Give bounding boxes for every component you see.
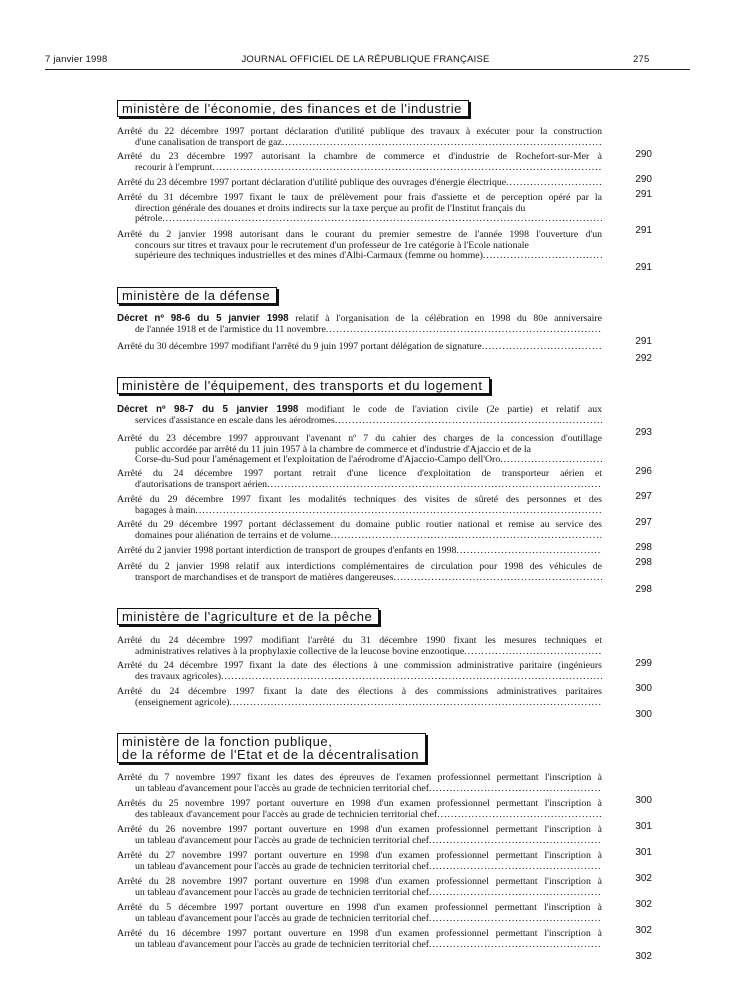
entry-text-line: un tableau d'avancement pour l'accès au grade de technicien territorial chef <box>135 939 430 950</box>
entry-line <box>117 469 602 480</box>
entry-text-line: concours sur titres et travaux pour le recrutement d'un professeur de 1re catégorie à l'Ecole nationale <box>135 240 529 251</box>
entry-text-line: Arrêté du 30 décembre 1997 modifiant l'arrêté du 9 juin 1997 portant délégation de signature <box>117 342 482 352</box>
toc-entry[interactable] <box>117 342 602 353</box>
entry-text-line: des tableaux d'avancement pour l'accès au grade de technicien territorial chef <box>135 809 438 820</box>
entry-page-number[interactable]: 296 <box>635 466 652 477</box>
entry-page-number[interactable]: 298 <box>635 557 652 568</box>
entry-page-number[interactable]: 300 <box>635 682 652 694</box>
entry-last-line <box>117 672 602 683</box>
dot-leader <box>326 325 602 336</box>
entry-text-line: transport de marchandises et de transport de matières dangereuses <box>135 572 394 583</box>
entry-line <box>117 152 602 163</box>
dot-leader <box>482 342 602 353</box>
entry-last-line <box>117 914 602 925</box>
entry-last-line <box>117 888 602 899</box>
entry-last-line <box>117 573 602 584</box>
section-title-line: ministère de l'économie, des finances et de l'industrie <box>122 101 463 116</box>
entry-page-number[interactable]: 290 <box>635 148 652 160</box>
entry-text-line: public accordée par arrêté du 11 juin 1957 à la chambre de commerce et d'industrie d'Ajaccio et de la <box>135 444 531 455</box>
entry-last-line <box>117 647 602 658</box>
entry-text-line: d'autorisations de transport aérien <box>135 479 268 490</box>
entry-page-number[interactable]: 301 <box>635 820 652 832</box>
toc-entry[interactable] <box>117 469 602 490</box>
toc-entry[interactable] <box>117 903 602 924</box>
dot-leader <box>335 416 602 427</box>
decree-reference: Décret nº 98-6 du 5 janvier 1998 <box>117 314 289 324</box>
toc-entry[interactable] <box>117 520 602 541</box>
entry-page-number[interactable]: 290 <box>635 173 652 185</box>
entry-page-number[interactable]: 291 <box>635 225 652 236</box>
entry-line <box>117 929 602 940</box>
dot-leader <box>282 138 602 149</box>
header-rule <box>45 69 690 70</box>
entry-text-line: Arrêté du 29 décembre 1997 fixant les modalités techniques des visites de sûreté des personnes et des <box>117 495 602 505</box>
entry-text-line: de l'année 1918 et de l'armistice du 11 novembre <box>135 324 326 335</box>
header-title: JOURNAL OFFICIEL DE LA RÉPUBLIQUE FRANÇAISE <box>241 54 490 65</box>
dot-leader <box>429 914 602 925</box>
dot-leader <box>221 672 602 683</box>
entry-text-line: Arrêté du 24 décembre 1997 portant retrait d'une licence d'exploitation de transporteur aérien et <box>117 469 602 479</box>
entry-text-line: Arrêté du 22 décembre 1997 portant déclaration d'utilité publique des travaux à exécuter pour la construction <box>117 127 602 137</box>
section-title-line: ministère de l'agriculture et de la pêche <box>122 609 373 624</box>
entry-last-line <box>117 480 602 491</box>
section-title-line: ministère de la fonction publique, <box>122 734 333 749</box>
entry-text-line: domaines pour aliénation de terrains et de volume <box>135 530 331 541</box>
entry-line <box>117 687 602 698</box>
entry-page-number[interactable]: 302 <box>635 898 652 910</box>
entry-line <box>117 204 602 215</box>
dot-leader <box>212 163 602 174</box>
section-title-line: ministère de la défense <box>122 288 271 303</box>
entry-page-number[interactable]: 291 <box>635 262 652 273</box>
dot-leader <box>229 698 602 709</box>
dot-leader <box>429 888 602 899</box>
entry-line <box>117 520 602 531</box>
entry-last-line <box>117 531 602 542</box>
dot-leader <box>331 531 602 542</box>
toc-entry[interactable] <box>117 877 602 898</box>
entry-text-line: Arrêté du 23 décembre 1997 portant déclaration d'utilité publique des ouvrages d'énergie électrique <box>117 178 507 188</box>
entry-page-number[interactable]: 302 <box>635 950 652 962</box>
entry-page-number[interactable]: 300 <box>635 794 652 806</box>
section-title <box>117 608 379 625</box>
entry-last-line <box>117 862 602 873</box>
entry-last-line <box>117 163 602 174</box>
entry-text-line: Corse-du-Sud pour l'aménagement et l'exploitation de l'aérodrome d'Ajaccio-Campo dell'Oro <box>135 455 501 465</box>
entry-line <box>117 825 602 836</box>
dot-leader <box>393 573 602 584</box>
toc-entry[interactable] <box>117 636 602 657</box>
toc-entry[interactable] <box>117 434 602 466</box>
dot-leader <box>500 455 602 466</box>
entry-text-line: relatif à l'organisation de la célébration en 1998 du 80e anniversaire <box>288 314 602 324</box>
entry-line <box>117 495 602 506</box>
entry-last-line <box>117 325 602 336</box>
dot-leader <box>437 810 602 821</box>
dot-leader <box>195 506 602 517</box>
toc-entry[interactable] <box>117 193 602 225</box>
entry-last-line <box>117 214 602 225</box>
entry-last-line <box>117 698 602 709</box>
section-title <box>117 287 277 304</box>
entry-text-line: administratives relatives à la prophylaxie collective de la leucose bovine enzootique <box>135 646 465 657</box>
dot-leader <box>506 178 602 189</box>
decree-reference: Décret nº 98-7 du 5 janvier 1998 <box>117 405 299 415</box>
entry-text-line: un tableau d'avancement pour l'accès au grade de technicien territorial chef <box>135 887 430 898</box>
entry-last-line <box>117 784 602 795</box>
entry-page-number[interactable]: 300 <box>635 708 652 720</box>
entry-last-line <box>117 810 602 821</box>
toc-entry[interactable] <box>117 546 602 557</box>
toc-entry[interactable] <box>117 405 602 426</box>
toc-entry[interactable] <box>117 773 602 794</box>
entry-line <box>117 903 602 914</box>
toc-entry[interactable] <box>117 825 602 846</box>
entry-line <box>117 851 602 862</box>
entry-text-line: Arrêté du 7 novembre 1997 fixant les dates des épreuves de l'examen professionnel permettant l'inscription à <box>117 773 602 783</box>
entry-last-line <box>117 546 602 557</box>
entry-page-number[interactable]: 302 <box>635 924 652 936</box>
entry-line <box>117 405 602 416</box>
entry-page-number[interactable]: 291 <box>635 335 652 347</box>
entry-last-line <box>117 940 602 951</box>
entry-line <box>117 661 602 672</box>
entry-text-line: modifiant le code de l'aviation civile (2e partie) et relatif aux <box>298 405 602 415</box>
entry-line <box>117 241 602 252</box>
entry-last-line <box>117 251 602 262</box>
toc-entry[interactable] <box>117 562 602 583</box>
entry-text-line: un tableau d'avancement pour l'accès au grade de technicien territorial chef <box>135 913 430 924</box>
entry-text-line: services d'assistance en escale dans les aérodromes <box>135 415 335 426</box>
dot-leader <box>162 214 602 225</box>
section-title-line: ministère de l'équipement, des transports et du logement <box>122 378 483 393</box>
toc-entry[interactable] <box>117 495 602 516</box>
entry-line <box>117 434 602 445</box>
entry-text-line: (enseignement agricole) <box>135 697 230 708</box>
entry-line <box>117 445 602 456</box>
entry-line <box>117 230 602 241</box>
entry-page-number[interactable]: 302 <box>635 872 652 884</box>
entry-line <box>117 193 602 204</box>
entry-text-line: Arrêté du 29 décembre 1997 portant déclassement du domaine public routier national et remise au service des <box>117 520 602 530</box>
entry-text-line: Arrêté du 23 décembre 1997 autorisant la chambre de commerce et d'industrie de Rochefort-sur-Mer à <box>117 152 602 162</box>
entry-text-line: pétrole <box>135 214 163 224</box>
dot-leader <box>429 862 602 873</box>
toc-entry[interactable] <box>117 314 602 335</box>
section-title <box>117 733 426 763</box>
entry-line <box>117 773 602 784</box>
entry-text-line: supérieure des techniques industrielles et des mines d'Albi-Carmaux (femme ou homme) <box>135 251 483 261</box>
toc-entry[interactable] <box>117 661 602 682</box>
toc-entry[interactable] <box>117 178 602 189</box>
entry-text-line: Arrêté du 5 décembre 1997 portant ouverture en 1998 d'un examen professionnel permettant l'inscription à <box>117 903 602 913</box>
entry-last-line <box>117 342 602 353</box>
entry-page-number[interactable]: 299 <box>635 657 652 669</box>
dot-leader <box>267 480 602 491</box>
dot-leader <box>429 836 602 847</box>
toc-entry[interactable] <box>117 851 602 872</box>
entry-last-line <box>117 455 602 466</box>
entry-text-line: Arrêté du 24 décembre 1997 modifiant l'arrêté du 31 décembre 1990 fixant les mesures techniques et <box>117 636 602 646</box>
entry-text-line: un tableau d'avancement pour l'accès au grade de technicien territorial chef <box>135 835 430 846</box>
entry-text-line: des travaux agricoles) <box>135 671 221 682</box>
entry-page-number[interactable]: 298 <box>635 541 652 553</box>
toc-entry[interactable] <box>117 127 602 148</box>
entry-line <box>117 799 602 810</box>
entry-last-line <box>117 178 602 189</box>
section-title-line: de la réforme de l'Etat et de la décentralisation <box>122 747 420 762</box>
entry-page-number[interactable]: 293 <box>635 426 652 438</box>
dot-leader <box>464 647 602 658</box>
toc-entry[interactable] <box>117 799 602 820</box>
header-page-number: 275 <box>633 54 650 65</box>
entry-line <box>117 314 602 325</box>
entry-text-line: Arrêté du 31 décembre 1997 fixant le taux de prélèvement pour frais d'assiette et de perception opéré par la <box>117 193 602 203</box>
dot-leader <box>429 940 602 951</box>
entry-text-line: Arrêté du 27 novembre 1997 portant ouverture en 1998 d'un examen professionnel permettant l'inscription à <box>117 851 602 861</box>
section-title <box>117 377 490 394</box>
toc-entry[interactable] <box>117 929 602 950</box>
entry-page-number[interactable]: 291 <box>635 189 652 200</box>
entry-text-line: recourir à l'emprunt <box>135 162 213 173</box>
entry-line <box>117 562 602 573</box>
dot-leader <box>456 546 602 557</box>
entry-text-line: un tableau d'avancement pour l'accès au grade de technicien territorial chef <box>135 861 430 872</box>
entry-page-number[interactable]: 301 <box>635 846 652 858</box>
entry-last-line <box>117 416 602 427</box>
entry-text-line: Arrêté du 24 décembre 1997 fixant la date des élections à une commission administrative paritaire (ingénieurs <box>117 661 602 671</box>
entry-last-line <box>117 138 602 149</box>
dot-leader <box>483 251 602 262</box>
entry-text-line: Arrêté du 28 novembre 1997 portant ouverture en 1998 d'un examen professionnel permettant l'inscription à <box>117 877 602 887</box>
entry-text-line: Arrêté du 2 janvier 1998 autorisant dans le courant du premier semestre de l'année 1998 l'ouverture d'un <box>117 230 602 240</box>
entry-line <box>117 636 602 647</box>
entry-text-line: un tableau d'avancement pour l'accès au grade de technicien territorial chef <box>135 783 430 794</box>
entry-page-number[interactable]: 292 <box>635 353 652 364</box>
toc-entry[interactable] <box>117 152 602 173</box>
entry-line <box>117 877 602 888</box>
header-date: 7 janvier 1998 <box>45 54 108 65</box>
entry-text-line: d'une canalisation de transport de gaz <box>135 137 282 148</box>
entry-line <box>117 127 602 138</box>
toc-entry[interactable] <box>117 230 602 262</box>
entry-text-line: direction générale des douanes et droits indirects sur la taxe perçue au profit de l'Institut français du <box>135 203 526 214</box>
toc-entry[interactable] <box>117 687 602 708</box>
entry-last-line <box>117 506 602 517</box>
entry-page-number[interactable]: 297 <box>635 516 652 528</box>
entry-page-number[interactable]: 297 <box>635 490 652 502</box>
entry-text-line: Arrêté du 26 novembre 1997 portant ouverture en 1998 d'un examen professionnel permettant l'inscription à <box>117 825 602 835</box>
entry-text-line: Arrêté du 23 décembre 1997 approuvant l'avenant nº 7 du cahier des charges de la concession d'outillage <box>117 434 602 444</box>
entry-text-line: Arrêtés du 25 novembre 1997 portant ouverture en 1998 d'un examen professionnel permettant l'inscription à <box>117 799 602 809</box>
entry-page-number[interactable]: 298 <box>635 583 652 595</box>
entry-last-line <box>117 836 602 847</box>
dot-leader <box>429 784 602 795</box>
entry-text-line: bagages à main <box>135 505 196 516</box>
entry-text-line: Arrêté du 24 décembre 1997 fixant la date des élections à des commissions administratives paritaires <box>117 687 602 697</box>
entry-text-line: Arrêté du 2 janvier 1998 portant interdiction de transport de groupes d'enfants en 1998 <box>117 546 457 556</box>
entry-text-line: Arrêté du 2 janvier 1998 relatif aux interdictions complémentaires de circulation pour 1998 des véhicules de <box>117 562 602 572</box>
entry-text-line: Arrêté du 16 décembre 1997 portant ouverture en 1998 d'un examen professionnel permettant l'inscription à <box>117 929 602 939</box>
section-title <box>117 100 469 117</box>
